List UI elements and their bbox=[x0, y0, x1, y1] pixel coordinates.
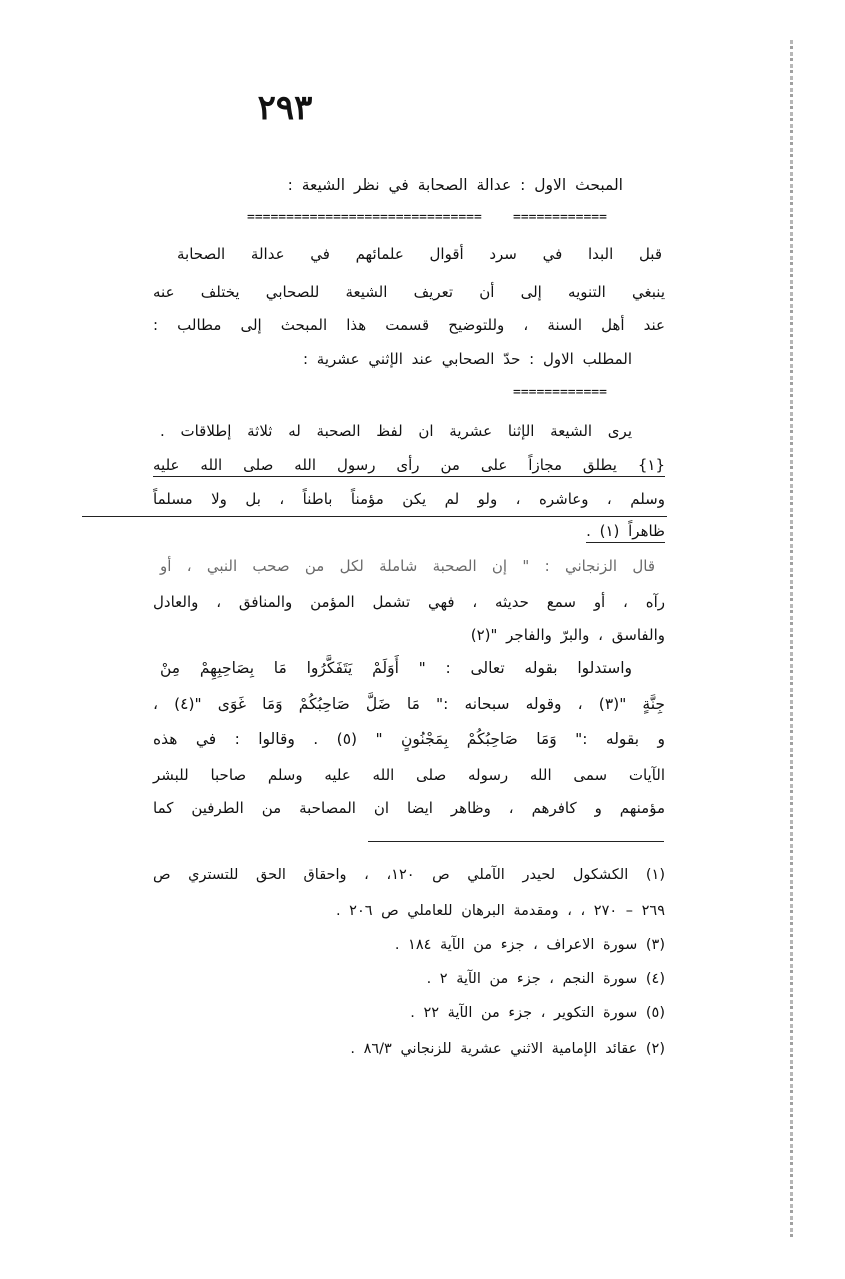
para4-line-1: واستدلوا بقوله تعالى : " أَوَلَمْ يَتَفَكَّرُوا مَا بِصَاحِبِهِمْ مِنْ bbox=[160, 659, 632, 677]
para4-line-5: مؤمنهم و كافرهم ، وظاهر ايضا ان المصاحبة من الطرفين كما bbox=[153, 799, 665, 817]
subheading-rule: ============ bbox=[513, 385, 607, 400]
footnote-4: (٤) سورة النجم ، جزء من الآية ٢ . bbox=[426, 971, 665, 987]
para4-line-4: الآيات سمى الله رسوله صلى الله عليه وسلم صاحبا للبشر bbox=[153, 766, 665, 784]
para4-line-3: و بقوله :" وَمَا صَاحِبُكُمْ بِمَجْنُونٍ " (٥) . وقالوا : في هذه bbox=[153, 730, 665, 748]
para2-line-3: وسلم ، وعاشره ، ولو لم يكن مؤمناً باطناً ، بل ولا مسلماً bbox=[153, 490, 665, 508]
para4-line-2: جِنَّةٍ "(٣) ، وقوله سبحانه :" مَا ضَلَّ صَاحِبُكُمْ وَمَا غَوَى "(٤) ، bbox=[153, 695, 665, 713]
page-edge-binding bbox=[790, 40, 793, 1240]
para3-line-1: قال الزنجاني : " إن الصحبة شاملة لكل من صحب النبي ، أو bbox=[160, 557, 655, 575]
footnote-1: (١) الكشكول لحيدر الآملي ص ١٢٠، ، واحقاق الحق للتستري ص bbox=[153, 867, 665, 883]
para3-line-3: والفاسق ، والبرّ والفاجر "(٢) bbox=[470, 626, 665, 644]
footnote-5: (٥) سورة التكوير ، جزء من الآية ٢٢ . bbox=[410, 1005, 665, 1021]
footnote-2: (٢) عقائد الإمامية الاثني عشرية للزنجاني ٨٦/٣ . bbox=[350, 1041, 665, 1057]
para1-line-1: قبل البدا في سرد أقوال علمائهم في عدالة الصحابة bbox=[177, 245, 662, 263]
para1-line-2: ينبغي التنويه إلى أن تعريف الشيعة للصحابي يختلف عنه bbox=[153, 283, 665, 301]
para2-line-4: ظاهراً (١) . bbox=[586, 522, 665, 543]
footnote-3: (٣) سورة الاعراف ، جزء من الآية ١٨٤ . bbox=[394, 937, 665, 953]
heading-rule-left: ============================== bbox=[247, 210, 482, 225]
footnote-separator bbox=[368, 841, 664, 842]
page-number: ٢٩٣ bbox=[257, 88, 313, 128]
section-heading: المبحث الاول : عدالة الصحابة في نظر الشيعة : bbox=[287, 176, 623, 194]
heading-rule-right: ============ bbox=[513, 210, 607, 225]
para3-line-2: رآه ، أو سمع حديثه ، فهي تشمل المؤمن والمنافق ، والعادل bbox=[153, 593, 665, 611]
para1-line-3: عند أهل السنة ، وللتوضيح قسمت هذا المبحث إلى مطالب : bbox=[153, 316, 665, 334]
para2-line-1: يرى الشيعة الإثنا عشرية ان لفظ الصحبة له ثلاثة إطلاقات . bbox=[160, 422, 632, 440]
subheading: المطلب الاول : حدّ الصحابي عند الإثني عشرية : bbox=[302, 350, 632, 368]
footnote-1-cont: ٢٦٩ – ٢٧٠ ، ، ومقدمة البرهان للعاملي ص ٢٠٦ . bbox=[335, 903, 665, 919]
para2-line-2: {١} يطلق مجازاً على من رأى رسول الله صلى الله عليه bbox=[153, 456, 665, 477]
underline-rule bbox=[82, 516, 667, 517]
